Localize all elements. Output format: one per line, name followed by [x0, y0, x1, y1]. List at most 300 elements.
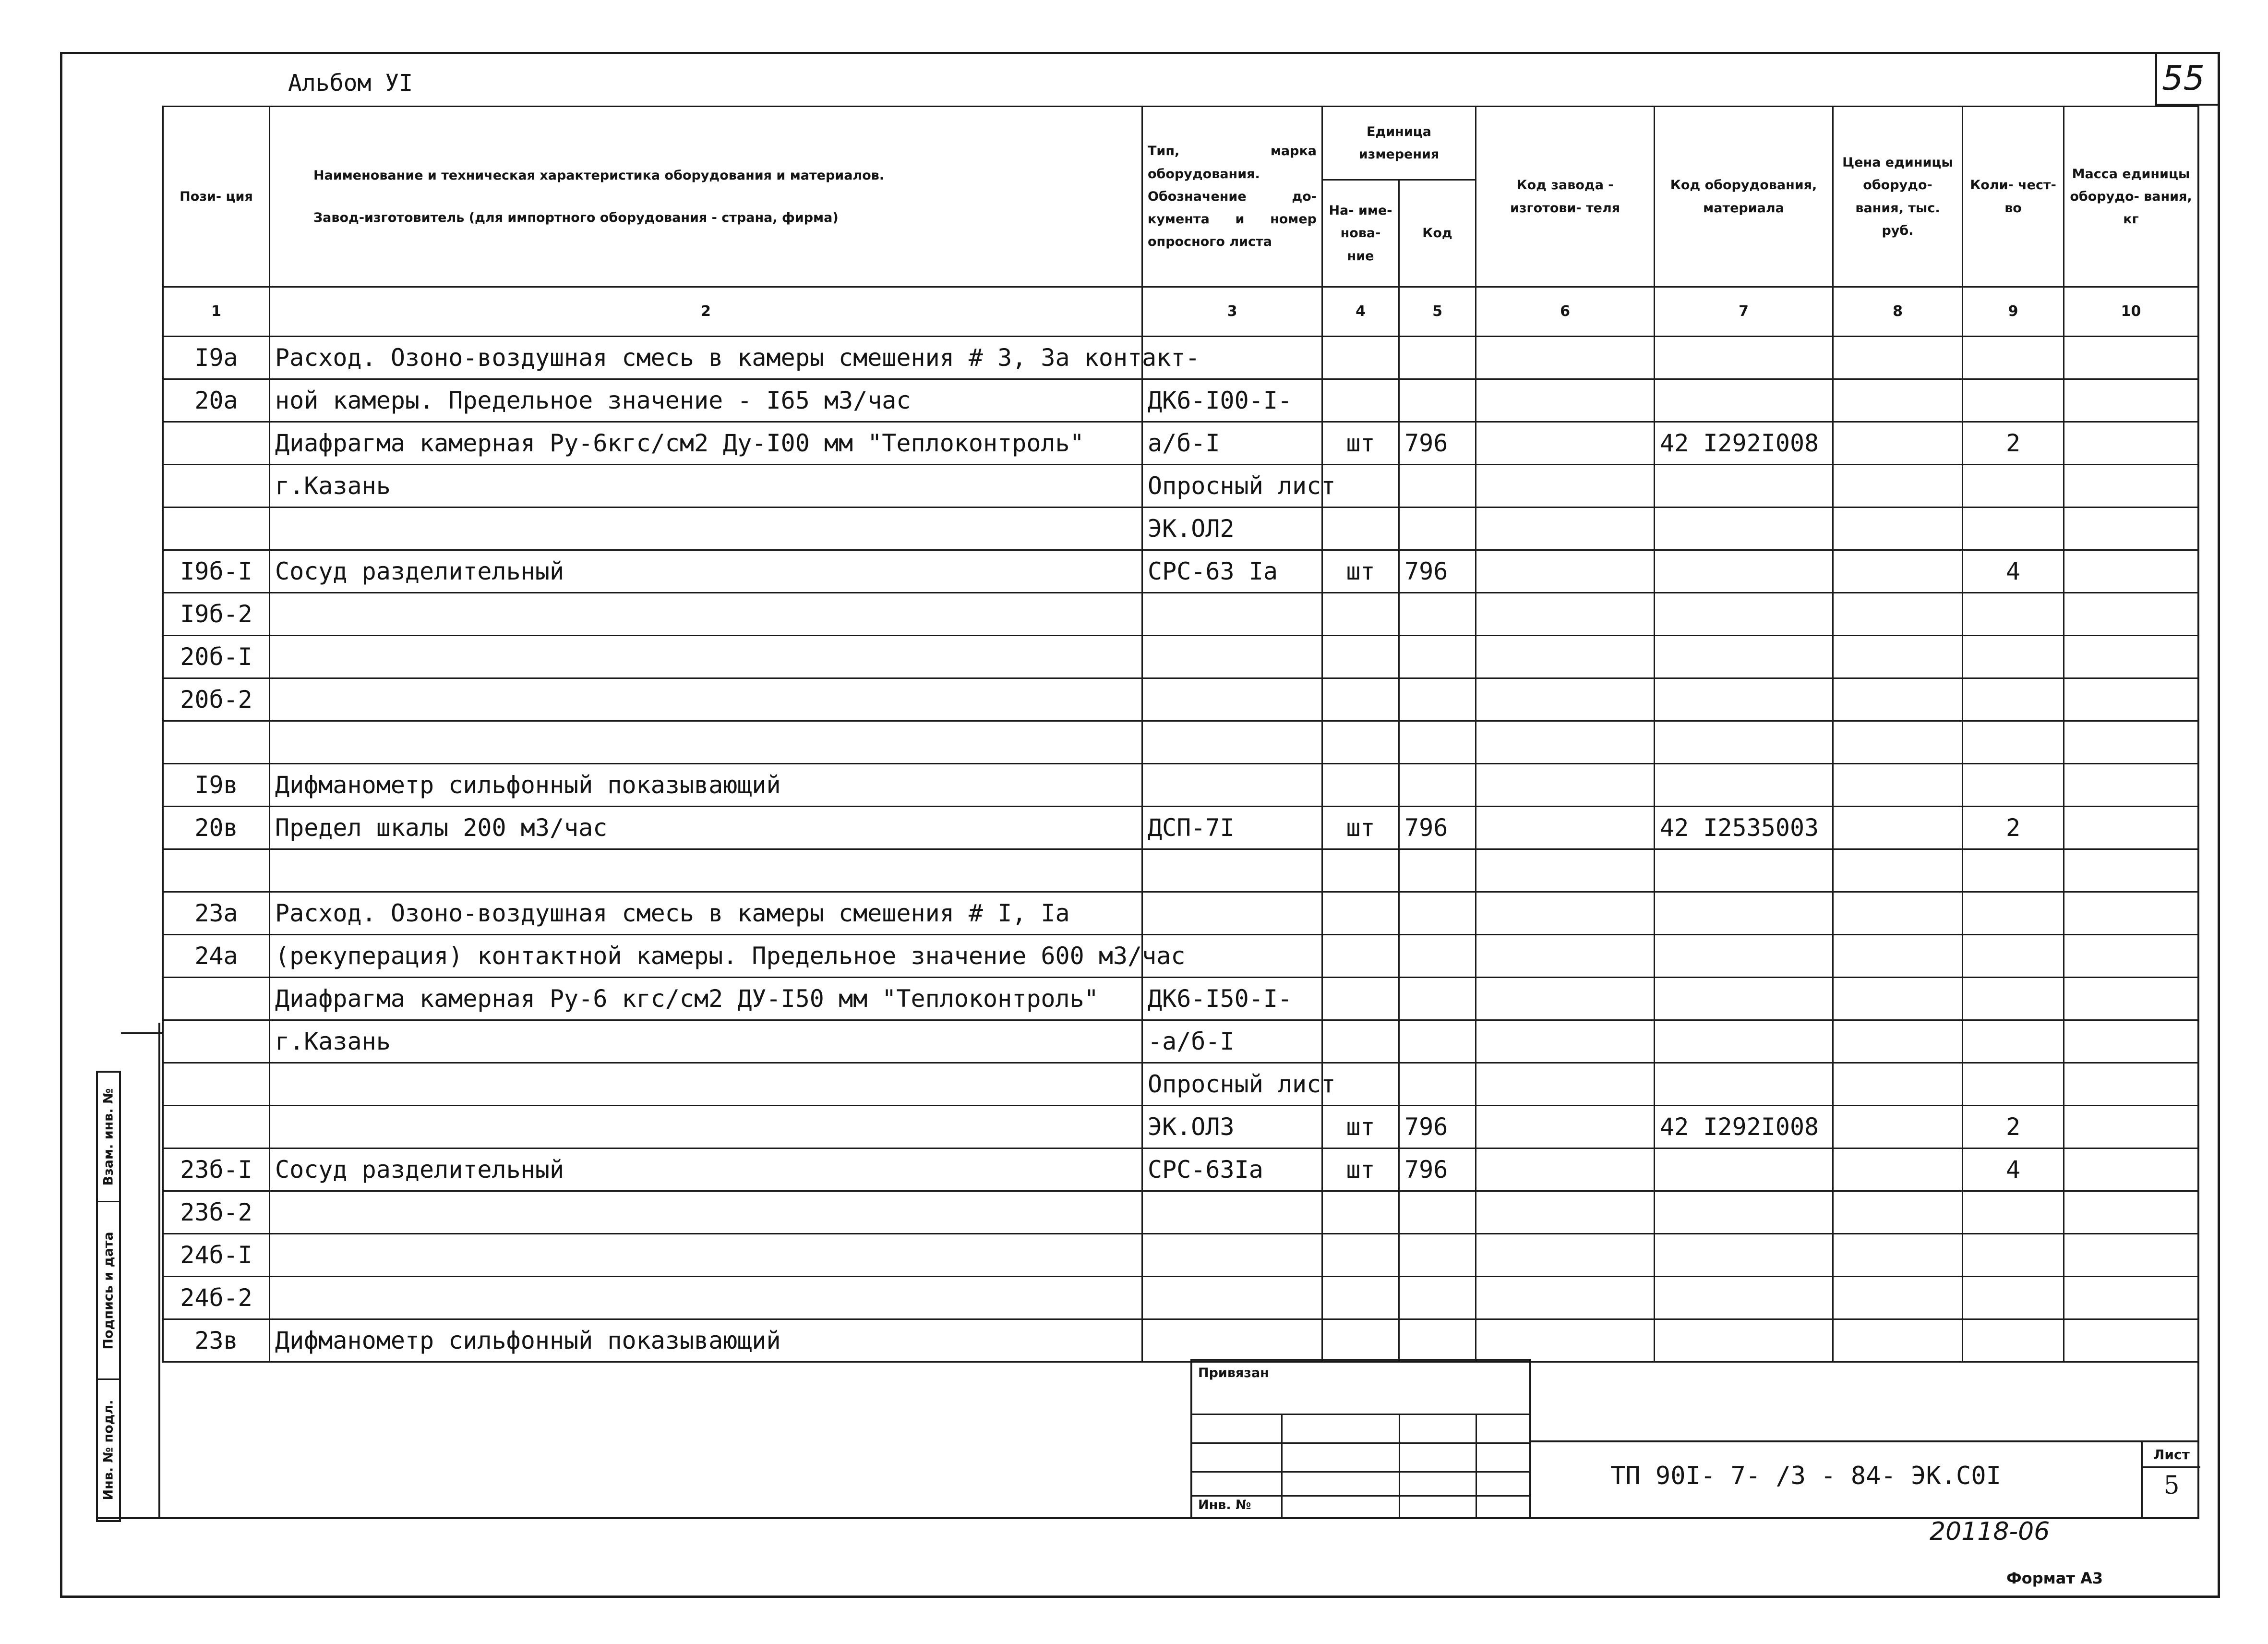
table-right-border [2197, 106, 2199, 1519]
position-cell: 23в [163, 1319, 270, 1362]
privyazan-block [1190, 1359, 1531, 1519]
unit-code-cell [1399, 935, 1476, 978]
factory-code-cell [1476, 978, 1655, 1020]
unit-code-cell [1399, 1234, 1476, 1277]
factory-code-cell [1476, 1106, 1655, 1148]
table-row [163, 337, 2198, 379]
type-cell: ДК6-I00-I- [1142, 379, 1322, 422]
mass-cell [2064, 978, 2198, 1020]
column-number: 1 [163, 287, 270, 337]
type-cell: СРС-63Iа [1142, 1148, 1322, 1191]
unit-code-cell [1399, 1277, 1476, 1319]
mass-cell [2064, 337, 2198, 379]
title-block [1531, 1440, 2198, 1519]
unit-code-cell [1399, 1020, 1476, 1063]
quantity-cell [1963, 764, 2064, 807]
table-row [163, 508, 2198, 550]
type-cell [1142, 678, 1322, 721]
unit-cell [1322, 721, 1399, 764]
price-cell [1833, 508, 1963, 550]
column-number: 4 [1322, 287, 1399, 337]
type-cell [1142, 849, 1322, 892]
header-unit-name: На- име- нова- ние [1322, 180, 1399, 287]
price-cell [1833, 1191, 1963, 1234]
name-cell [270, 678, 1142, 721]
column-number: 3 [1142, 287, 1322, 337]
factory-code-cell [1476, 379, 1655, 422]
equipment-code-cell [1655, 978, 1833, 1020]
table-row [163, 721, 2198, 764]
table-row [163, 849, 2198, 892]
quantity-cell [1963, 1234, 2064, 1277]
table-row [163, 1191, 2198, 1234]
factory-code-cell [1476, 550, 1655, 593]
header-type: Тип, марка оборудования. Обозначение до- кумента и номер опросного листа [1142, 107, 1322, 287]
unit-cell [1322, 636, 1399, 678]
name-cell: Сосуд разделительный [270, 550, 1142, 593]
unit-code-cell: 796 [1399, 1106, 1476, 1148]
column-number: 6 [1476, 287, 1655, 337]
equipment-code-cell [1655, 721, 1833, 764]
table-row [163, 1319, 2198, 1362]
inv-label: Инв. № [1198, 1498, 1251, 1512]
sheet-number: 5 [2163, 1471, 2180, 1500]
position-cell: 24а [163, 935, 270, 978]
unit-cell [1322, 978, 1399, 1020]
factory-code-cell [1476, 849, 1655, 892]
quantity-cell [1963, 978, 2064, 1020]
factory-code-cell [1476, 636, 1655, 678]
table-row [163, 379, 2198, 422]
factory-code-cell [1476, 1191, 1655, 1234]
table-row [163, 807, 2198, 849]
specification-body [163, 337, 2198, 1362]
unit-code-cell [1399, 1191, 1476, 1234]
name-cell [270, 849, 1142, 892]
unit-code-cell: 796 [1399, 1148, 1476, 1191]
mass-cell [2064, 849, 2198, 892]
type-cell [1142, 636, 1322, 678]
privyazan-label: Привязан [1198, 1366, 1269, 1380]
factory-code-cell [1476, 1319, 1655, 1362]
name-cell [270, 508, 1142, 550]
quantity-cell [1963, 465, 2064, 508]
table-row [163, 1234, 2198, 1277]
factory-code-cell [1476, 721, 1655, 764]
side-strip-connector [121, 1032, 162, 1035]
type-cell: -а/б-I [1142, 1020, 1322, 1063]
type-cell [1142, 1319, 1322, 1362]
equipment-code-cell [1655, 508, 1833, 550]
equipment-code-cell: 42 I292I008 [1655, 1106, 1833, 1148]
unit-cell [1322, 1277, 1399, 1319]
column-number: 7 [1655, 287, 1833, 337]
name-cell: Расход. Озоно-воздушная смесь в камеры смешения # 3, 3а контакт- [270, 337, 1142, 379]
position-cell [163, 849, 270, 892]
price-cell [1833, 978, 1963, 1020]
name-cell: (рекуперация) контактной камеры. Предельное значение 600 м3/час [270, 935, 1142, 978]
name-cell: ной камеры. Предельное значение - I65 м3/час [270, 379, 1142, 422]
corner-sheet-box [2155, 54, 2218, 106]
header-price: Цена единицы оборудо- вания, тыс. руб. [1833, 107, 1963, 287]
privyazan-vline [1281, 1414, 1283, 1517]
unit-cell [1322, 1319, 1399, 1362]
name-cell [270, 1063, 1142, 1106]
name-cell: г.Казань [270, 1020, 1142, 1063]
price-cell [1833, 892, 1963, 935]
side-cell-podpis [98, 1202, 119, 1380]
equipment-code-cell [1655, 1277, 1833, 1319]
type-cell [1142, 1234, 1322, 1277]
factory-code-cell [1476, 807, 1655, 849]
factory-code-cell [1476, 764, 1655, 807]
side-cell-vzam [98, 1073, 119, 1202]
equipment-code-cell [1655, 337, 1833, 379]
factory-code-cell [1476, 422, 1655, 465]
privyazan-line [1192, 1471, 1529, 1473]
document-designation: ТП 90I- 7- /3 - 84- ЭК.С0I [1610, 1462, 2001, 1490]
price-cell [1833, 764, 1963, 807]
price-cell [1833, 422, 1963, 465]
table-row [163, 593, 2198, 636]
position-cell [163, 1106, 270, 1148]
price-cell [1833, 1234, 1963, 1277]
type-cell: ДК6-I50-I- [1142, 978, 1322, 1020]
format-label: Формат А3 [2006, 1569, 2103, 1587]
price-cell [1833, 636, 1963, 678]
mass-cell [2064, 764, 2198, 807]
name-cell: Дифманометр сильфонный показывающий [270, 1319, 1142, 1362]
sheet-cell [2141, 1442, 2200, 1519]
equipment-code-cell: 42 I2535003 [1655, 807, 1833, 849]
mass-cell [2064, 422, 2198, 465]
position-cell [163, 508, 270, 550]
equipment-code-cell [1655, 1319, 1833, 1362]
unit-cell [1322, 1020, 1399, 1063]
equipment-code-cell [1655, 1020, 1833, 1063]
quantity-cell: 4 [1963, 550, 2064, 593]
equipment-code-cell [1655, 1063, 1833, 1106]
factory-code-cell [1476, 593, 1655, 636]
unit-code-cell: 796 [1399, 550, 1476, 593]
table-left-border [158, 1023, 160, 1519]
price-cell [1833, 1020, 1963, 1063]
quantity-cell [1963, 636, 2064, 678]
quantity-cell [1963, 892, 2064, 935]
price-cell [1833, 465, 1963, 508]
mass-cell [2064, 465, 2198, 508]
unit-cell [1322, 593, 1399, 636]
table-row [163, 1277, 2198, 1319]
position-cell [163, 978, 270, 1020]
factory-code-cell [1476, 1234, 1655, 1277]
mass-cell [2064, 636, 2198, 678]
unit-code-cell [1399, 721, 1476, 764]
price-cell [1833, 935, 1963, 978]
position-cell: I9б-2 [163, 593, 270, 636]
equipment-code-cell [1655, 678, 1833, 721]
header-equipment-code: Код оборудования, материала [1655, 107, 1833, 287]
sheet-label: Лист [2143, 1443, 2200, 1468]
quantity-cell [1963, 1020, 2064, 1063]
unit-cell: шт [1322, 807, 1399, 849]
name-cell: Диафрагма камерная Ру-6 кгс/см2 ДУ-I50 мм "Теплоконтроль" [270, 978, 1142, 1020]
mass-cell [2064, 721, 2198, 764]
unit-code-cell [1399, 465, 1476, 508]
unit-cell [1322, 337, 1399, 379]
position-cell: 20б-I [163, 636, 270, 678]
factory-code-cell [1476, 465, 1655, 508]
corner-sheet-number: 55 [2162, 59, 2205, 98]
price-cell [1833, 379, 1963, 422]
table-row [163, 1063, 2198, 1106]
column-number: 8 [1833, 287, 1963, 337]
factory-code-cell [1476, 678, 1655, 721]
side-label-podpis: Подпись и дата [101, 1231, 116, 1350]
unit-code-cell [1399, 678, 1476, 721]
position-cell: 20а [163, 379, 270, 422]
mass-cell [2064, 1148, 2198, 1191]
mass-cell [2064, 508, 2198, 550]
unit-cell: шт [1322, 1148, 1399, 1191]
name-cell [270, 1277, 1142, 1319]
unit-code-cell [1399, 636, 1476, 678]
unit-code-cell [1399, 849, 1476, 892]
quantity-cell [1963, 935, 2064, 978]
equipment-code-cell [1655, 1148, 1833, 1191]
equipment-code-cell [1655, 379, 1833, 422]
quantity-cell [1963, 1191, 2064, 1234]
table-row [163, 978, 2198, 1020]
side-cell-inv [98, 1380, 119, 1520]
type-cell: ЭК.ОЛ3 [1142, 1106, 1322, 1148]
unit-code-cell [1399, 337, 1476, 379]
price-cell [1833, 807, 1963, 849]
quantity-cell [1963, 678, 2064, 721]
position-cell [163, 1063, 270, 1106]
mass-cell [2064, 807, 2198, 849]
unit-cell [1322, 678, 1399, 721]
factory-code-cell [1476, 337, 1655, 379]
mass-cell [2064, 1063, 2198, 1106]
column-number: 9 [1963, 287, 2064, 337]
type-cell: Опросный лист [1142, 465, 1322, 508]
position-cell: I9в [163, 764, 270, 807]
column-number: 10 [2064, 287, 2198, 337]
name-cell: Дифманометр сильфонный показывающий [270, 764, 1142, 807]
unit-code-cell [1399, 1319, 1476, 1362]
quantity-cell: 2 [1963, 807, 2064, 849]
mass-cell [2064, 1234, 2198, 1277]
position-cell: I9а [163, 337, 270, 379]
unit-cell [1322, 379, 1399, 422]
header-quantity: Коли- чест- во [1963, 107, 2064, 287]
side-label-vzam: Взам. инв. № [101, 1088, 116, 1186]
name-cell: Сосуд разделительный [270, 1148, 1142, 1191]
equipment-code-cell [1655, 1234, 1833, 1277]
equipment-code-cell [1655, 764, 1833, 807]
quantity-cell [1963, 508, 2064, 550]
factory-code-cell [1476, 1148, 1655, 1191]
quantity-cell [1963, 1277, 2064, 1319]
mass-cell [2064, 1020, 2198, 1063]
factory-code-cell [1476, 1277, 1655, 1319]
unit-cell [1322, 1191, 1399, 1234]
handwritten-number: 20118-06 [1930, 1517, 2050, 1546]
position-cell: 24б-2 [163, 1277, 270, 1319]
factory-code-cell [1476, 935, 1655, 978]
price-cell [1833, 1148, 1963, 1191]
type-cell [1142, 593, 1322, 636]
price-cell [1833, 593, 1963, 636]
equipment-code-cell: 42 I292I008 [1655, 422, 1833, 465]
header-name-line1: Наименование и техническая характеристика оборудования и материалов. [313, 168, 885, 183]
name-cell [270, 721, 1142, 764]
unit-code-cell [1399, 508, 1476, 550]
header-name-line2: Завод-изготовитель (для импортного оборудования - страна, фирма) [313, 210, 839, 225]
mass-cell [2064, 593, 2198, 636]
type-cell: ДСП-7I [1142, 807, 1322, 849]
name-cell [270, 593, 1142, 636]
quantity-cell [1963, 593, 2064, 636]
factory-code-cell [1476, 508, 1655, 550]
mass-cell [2064, 550, 2198, 593]
column-number-row [163, 287, 2198, 337]
table-row [163, 1148, 2198, 1191]
unit-cell: шт [1322, 422, 1399, 465]
header-mass: Масса единицы оборудо- вания, кг [2064, 107, 2198, 287]
table-row [163, 422, 2198, 465]
type-cell: Опросный лист [1142, 1063, 1322, 1106]
mass-cell [2064, 1191, 2198, 1234]
unit-cell [1322, 1234, 1399, 1277]
mass-cell [2064, 892, 2198, 935]
type-cell: СРС-63 Iа [1142, 550, 1322, 593]
position-cell: I9б-I [163, 550, 270, 593]
name-cell: Предел шкалы 200 м3/час [270, 807, 1142, 849]
privyazan-vline [1399, 1414, 1400, 1517]
unit-cell [1322, 935, 1399, 978]
name-cell [270, 636, 1142, 678]
side-strip [96, 1071, 121, 1522]
equipment-code-cell [1655, 849, 1833, 892]
header-name [270, 107, 1142, 287]
position-cell: 23б-I [163, 1148, 270, 1191]
mass-cell [2064, 1319, 2198, 1362]
factory-code-cell [1476, 1063, 1655, 1106]
header-position: Пози- ция [163, 107, 270, 287]
factory-code-cell [1476, 892, 1655, 935]
quantity-cell [1963, 337, 2064, 379]
type-cell [1142, 721, 1322, 764]
position-cell [163, 1020, 270, 1063]
mass-cell [2064, 379, 2198, 422]
table-row [163, 636, 2198, 678]
quantity-cell [1963, 379, 2064, 422]
privyazan-line [1192, 1495, 1529, 1497]
quantity-cell: 4 [1963, 1148, 2064, 1191]
position-cell: 20в [163, 807, 270, 849]
equipment-code-cell [1655, 636, 1833, 678]
equipment-code-cell [1655, 593, 1833, 636]
unit-code-cell [1399, 892, 1476, 935]
position-cell [163, 422, 270, 465]
type-cell: а/б-I [1142, 422, 1322, 465]
unit-code-cell [1399, 1063, 1476, 1106]
position-cell [163, 465, 270, 508]
unit-cell [1322, 892, 1399, 935]
unit-cell [1322, 508, 1399, 550]
equipment-code-cell [1655, 550, 1833, 593]
unit-cell: шт [1322, 1106, 1399, 1148]
header-unit-code: Код [1399, 180, 1476, 287]
table-row [163, 1106, 2198, 1148]
unit-code-cell [1399, 764, 1476, 807]
factory-code-cell [1476, 1020, 1655, 1063]
price-cell [1833, 678, 1963, 721]
quantity-cell: 2 [1963, 1106, 2064, 1148]
price-cell [1833, 1106, 1963, 1148]
table-row [163, 764, 2198, 807]
position-cell: 23а [163, 892, 270, 935]
name-cell: Расход. Озоно-воздушная смесь в камеры смешения # I, Iа [270, 892, 1142, 935]
unit-code-cell: 796 [1399, 422, 1476, 465]
name-cell: Диафрагма камерная Ру-6кгс/см2 Ду-I00 мм "Теплоконтроль" [270, 422, 1142, 465]
equipment-code-cell [1655, 465, 1833, 508]
quantity-cell [1963, 1063, 2064, 1106]
price-cell [1833, 550, 1963, 593]
position-cell [163, 721, 270, 764]
side-label-inv: Инв. № подл. [101, 1400, 116, 1500]
price-cell [1833, 1277, 1963, 1319]
position-cell: 24б-I [163, 1234, 270, 1277]
table-row [163, 550, 2198, 593]
table-row [163, 892, 2198, 935]
unit-code-cell [1399, 379, 1476, 422]
quantity-cell [1963, 849, 2064, 892]
table-row [163, 935, 2198, 978]
unit-cell: шт [1322, 550, 1399, 593]
unit-code-cell [1399, 978, 1476, 1020]
name-cell [270, 1106, 1142, 1148]
specification-table [162, 106, 2199, 1363]
privyazan-line [1192, 1442, 1529, 1444]
type-cell: ЭК.ОЛ2 [1142, 508, 1322, 550]
position-cell: 23б-2 [163, 1191, 270, 1234]
equipment-code-cell [1655, 892, 1833, 935]
table-row [163, 678, 2198, 721]
type-cell [1142, 764, 1322, 807]
table-row [163, 1020, 2198, 1063]
mass-cell [2064, 1106, 2198, 1148]
unit-code-cell [1399, 593, 1476, 636]
header-row-1 [163, 107, 2198, 180]
price-cell [1833, 1063, 1963, 1106]
type-cell [1142, 892, 1322, 935]
mass-cell [2064, 1277, 2198, 1319]
type-cell [1142, 1191, 1322, 1234]
privyazan-vline [1476, 1414, 1477, 1517]
type-cell [1142, 1277, 1322, 1319]
equipment-code-cell [1655, 1191, 1833, 1234]
header-factory-code: Код завода - изготови- теля [1476, 107, 1655, 287]
privyazan-line [1192, 1414, 1529, 1415]
quantity-cell: 2 [1963, 422, 2064, 465]
column-number: 5 [1399, 287, 1476, 337]
quantity-cell [1963, 1319, 2064, 1362]
price-cell [1833, 849, 1963, 892]
unit-code-cell: 796 [1399, 807, 1476, 849]
